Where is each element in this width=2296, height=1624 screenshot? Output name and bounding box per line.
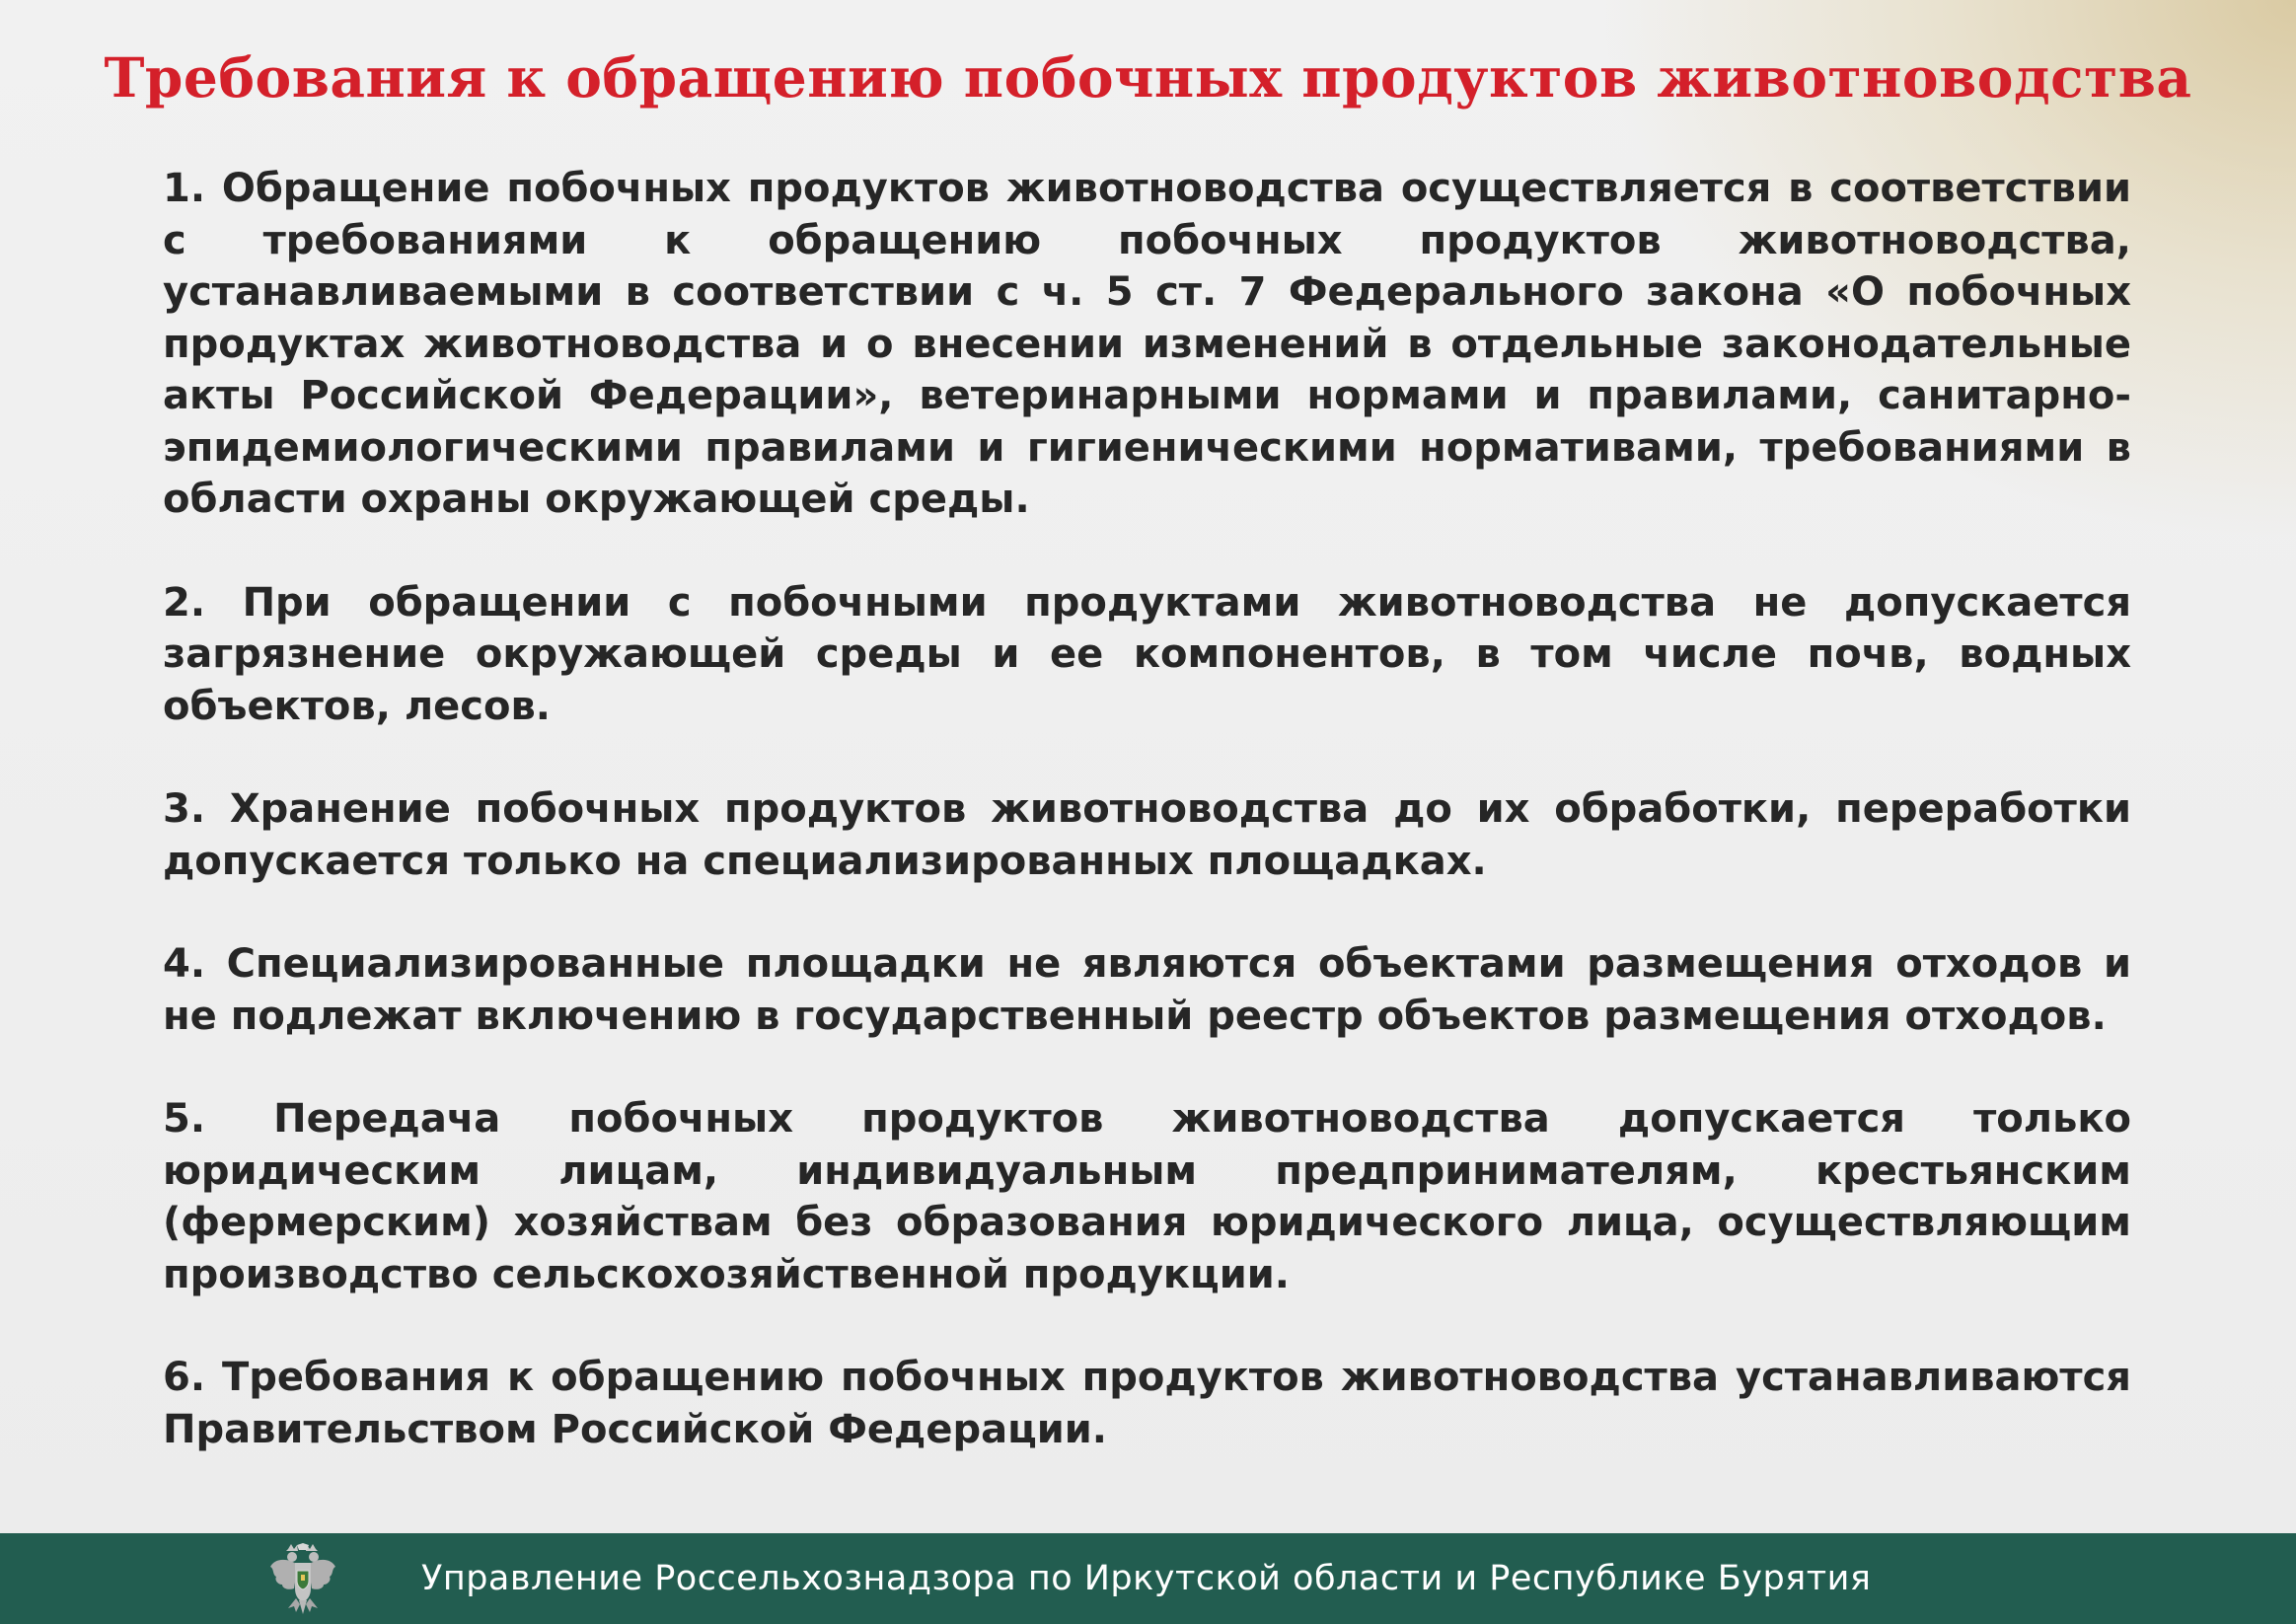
- requirement-paragraph-3: 3. Хранение побочных продуктов животноводства до их обработки, переработки допускается только на специализированных площадках.: [163, 786, 2131, 884]
- double-headed-eagle-icon: [268, 1543, 337, 1616]
- footer-organization-name: Управление Россельхознадзора по Иркутской области и Республике Бурятия: [421, 1559, 1872, 1598]
- footer-bar: [0, 1533, 2296, 1624]
- requirement-paragraph-4: 4. Специализированные площадки не являются объектами размещения отходов и не подлежат включению в государственный реестр объектов размещения отходов.: [163, 941, 2131, 1039]
- requirement-paragraph-2: 2. При обращении с побочными продуктами животноводства не допускается загрязнение окружающей среды и ее компонентов, в том числе почв, водных объектов, лесов.: [163, 579, 2131, 729]
- requirement-paragraph-6: 6. Требования к обращению побочных продуктов животноводства устанавливаются Правительством Российской Федерации.: [163, 1355, 2131, 1452]
- requirements-list: [163, 163, 2131, 1507]
- requirement-paragraph-5: 5. Передача побочных продуктов животноводства допускается только юридическим лицам, индивидуальным предпринимателям, крестьянским (фермерским) хозяйствам без образования юридического лица, осуществляющим производство сельскохозяйственной продукции.: [163, 1096, 2131, 1297]
- requirement-paragraph-1: 1. Обращение побочных продуктов животноводства осуществляется в соответствии с требованиями к обращению побочных продуктов животноводства, устанавливаемыми в соответствии с ч. 5 ст. 7 Федерального закона «О побочных продуктах животноводства и о внесении изменений в отдельные законодательные акты Российской Федерации», ветеринарными нормами и правилами, санитарно-эпидемиологическими правилами и гигиеническими нормативами, требованиями в области охраны окружающей среды.: [163, 166, 2131, 522]
- page-title: Требования к обращению побочных продуктов животноводства: [104, 45, 2192, 110]
